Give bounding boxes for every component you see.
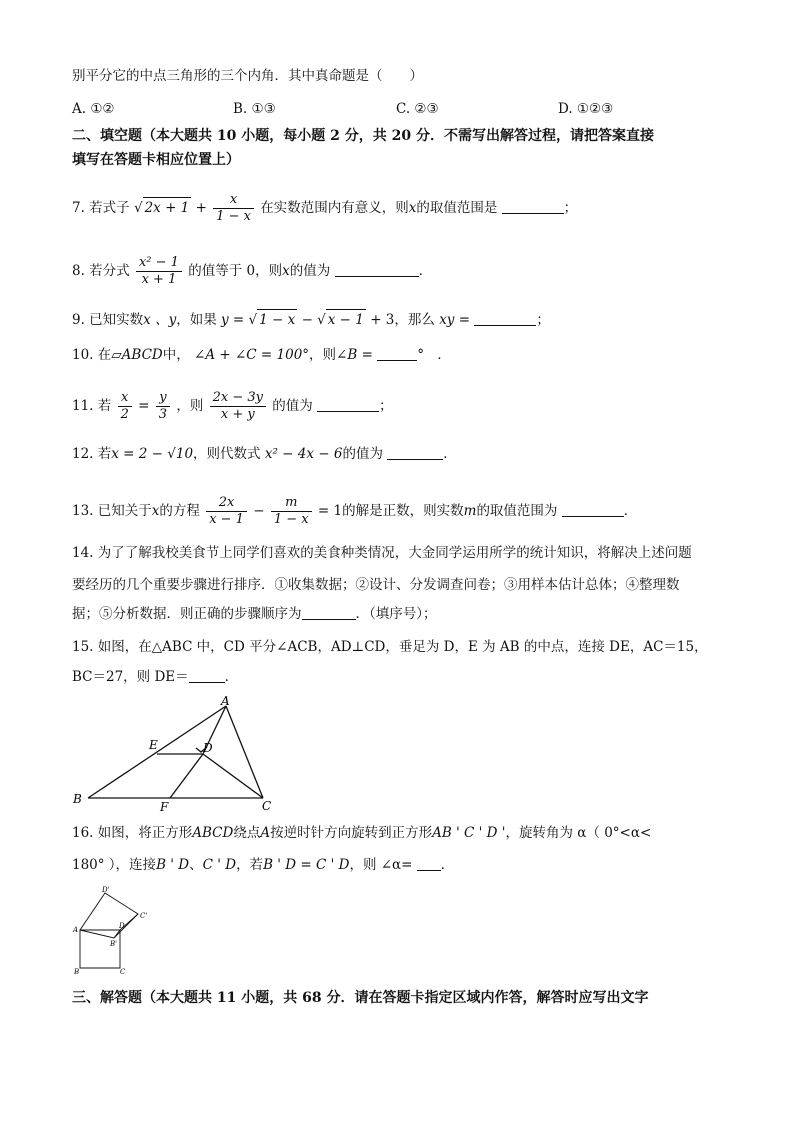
q7-fraction: $\frac{x}{1 - x}$ (213, 192, 254, 225)
question-15-line2: BC＝27，则 DE＝ ． (72, 669, 239, 685)
label-e: E (149, 738, 158, 752)
q11-fraction: $\frac{2x - 3y}{x + y}$ (210, 390, 266, 423)
q9-answer-blank[interactable] (474, 325, 536, 326)
question-14-line2: 要经历的几个重要步骤进行排序．①收集数据；②设计、分发调查问卷；③用样本估计总体；④整理数 (72, 577, 680, 593)
q11-answer-blank[interactable] (317, 411, 379, 412)
q8-answer-blank[interactable] (335, 276, 419, 277)
section3-heading: 三、解答题（本大题共 11 小题，共 68 分．请在答题卡指定区域内作答，解答时应写出文字 (72, 990, 649, 1006)
q15-answer-blank[interactable] (189, 682, 225, 683)
segment-df (170, 754, 203, 798)
q6-text: 别平分它的中点三角形的三个内角．其中真命题是（ ） (72, 68, 423, 84)
question-16-line2: 180° ），连接B ' D、C ' D，若B ' D = C ' D，则 ∠α= ． (72, 857, 455, 873)
q12-answer-blank[interactable] (387, 459, 443, 460)
label-b: B (73, 792, 82, 806)
square-ab2c2d2 (80, 893, 138, 938)
q14-answer-blank[interactable] (302, 619, 356, 620)
q16-answer-blank[interactable] (417, 870, 441, 871)
question-13: 13. 已知关于x的方程 $\frac{2x}{x - 1}$ − $\frac{m}{1 - x}$ = 1的解是正数，则实数m的取值范围为 ． (72, 495, 638, 527)
label-b2: B' (110, 940, 118, 948)
q10-answer-blank[interactable] (377, 360, 417, 361)
label-b: B (74, 968, 80, 976)
square-abcd (80, 930, 120, 968)
label-d2: D' (102, 886, 110, 894)
q6-option-c: C. ②③ (396, 101, 439, 117)
question-16-line1: 16. 如图，将正方形ABCD绕点A按逆时针方向旋转到正方形AB ' C ' D '，旋转角为 α（ 0°<α< (72, 825, 652, 841)
question-15-line1: 15. 如图，在△ABC 中，CD 平分∠ACB，AD⊥CD，垂足为 D，E 为 AB 的中点，连接 DE，AC＝15， (72, 639, 708, 655)
q6-option-d: D. ①②③ (558, 101, 614, 117)
q7-answer-blank[interactable] (502, 213, 564, 214)
question-8: 8. 若分式 $\frac{\text{x² − 1}}{x + 1}$ 的值等于 0，则x的值为 ． (72, 255, 433, 287)
segment-b2d (114, 930, 120, 938)
q7-sqrt: 2x + 1 (143, 197, 192, 218)
q6-option-b: B. ①③ (233, 101, 276, 117)
label-c2: C' (140, 912, 148, 920)
q8-fraction: $\frac{\text{x² − 1}}{x + 1}$ (136, 255, 182, 288)
section2-heading-line1: 二、填空题（本大题共 10 小题，每小题 2 分，共 20 分．不需写出解答过程，请把答案直接 (72, 128, 654, 144)
triangle-figure-15 (60, 692, 290, 816)
square-figure-16 (68, 884, 160, 976)
q13-answer-blank[interactable] (562, 516, 624, 517)
label-c: C (262, 799, 272, 813)
question-10: 10. 在▱ABCD中， ∠A + ∠C = 100°，则∠B = ° ． (72, 347, 451, 363)
label-a: A (221, 694, 230, 708)
label-c: C (120, 968, 126, 976)
question-14-line1: 14. 为了了解我校美食节上同学们喜欢的美食种类情况，大金同学运用所学的统计知识，将解决上述问题 (72, 545, 692, 561)
question-11: 11. 若 $\frac{x}{2}$ = $\frac{y}{3}$ ，则 $\frac{2x - 3y}{x + y}$ 的值为 ； (72, 390, 393, 422)
label-a: A (73, 926, 79, 934)
question-9: 9. 已知实数x 、y，如果 y = √ 1 − x − √ x − 1 + 3，那么 xy = ； (72, 309, 550, 330)
label-f: F (160, 800, 169, 814)
label-d: D (203, 741, 213, 755)
question-12: 12. 若x = 2 − √10，则代数式 x² − 4x − 6的值为 ． (72, 446, 457, 462)
q6-option-a: A. ①② (72, 101, 115, 117)
label-d: D (119, 922, 125, 930)
question-14-line3: 据；⑤分析数据．则正确的步骤顺序为 ．（填序号）； (72, 606, 437, 622)
section2-heading-line2: 填写在答题卡相应位置上） (72, 152, 240, 168)
question-7: 7. 若式子 √ 2x + 1 + $\frac{x}{1 - x}$ 在实数范围内有意义，则x的取值范围是 ； (72, 192, 578, 224)
